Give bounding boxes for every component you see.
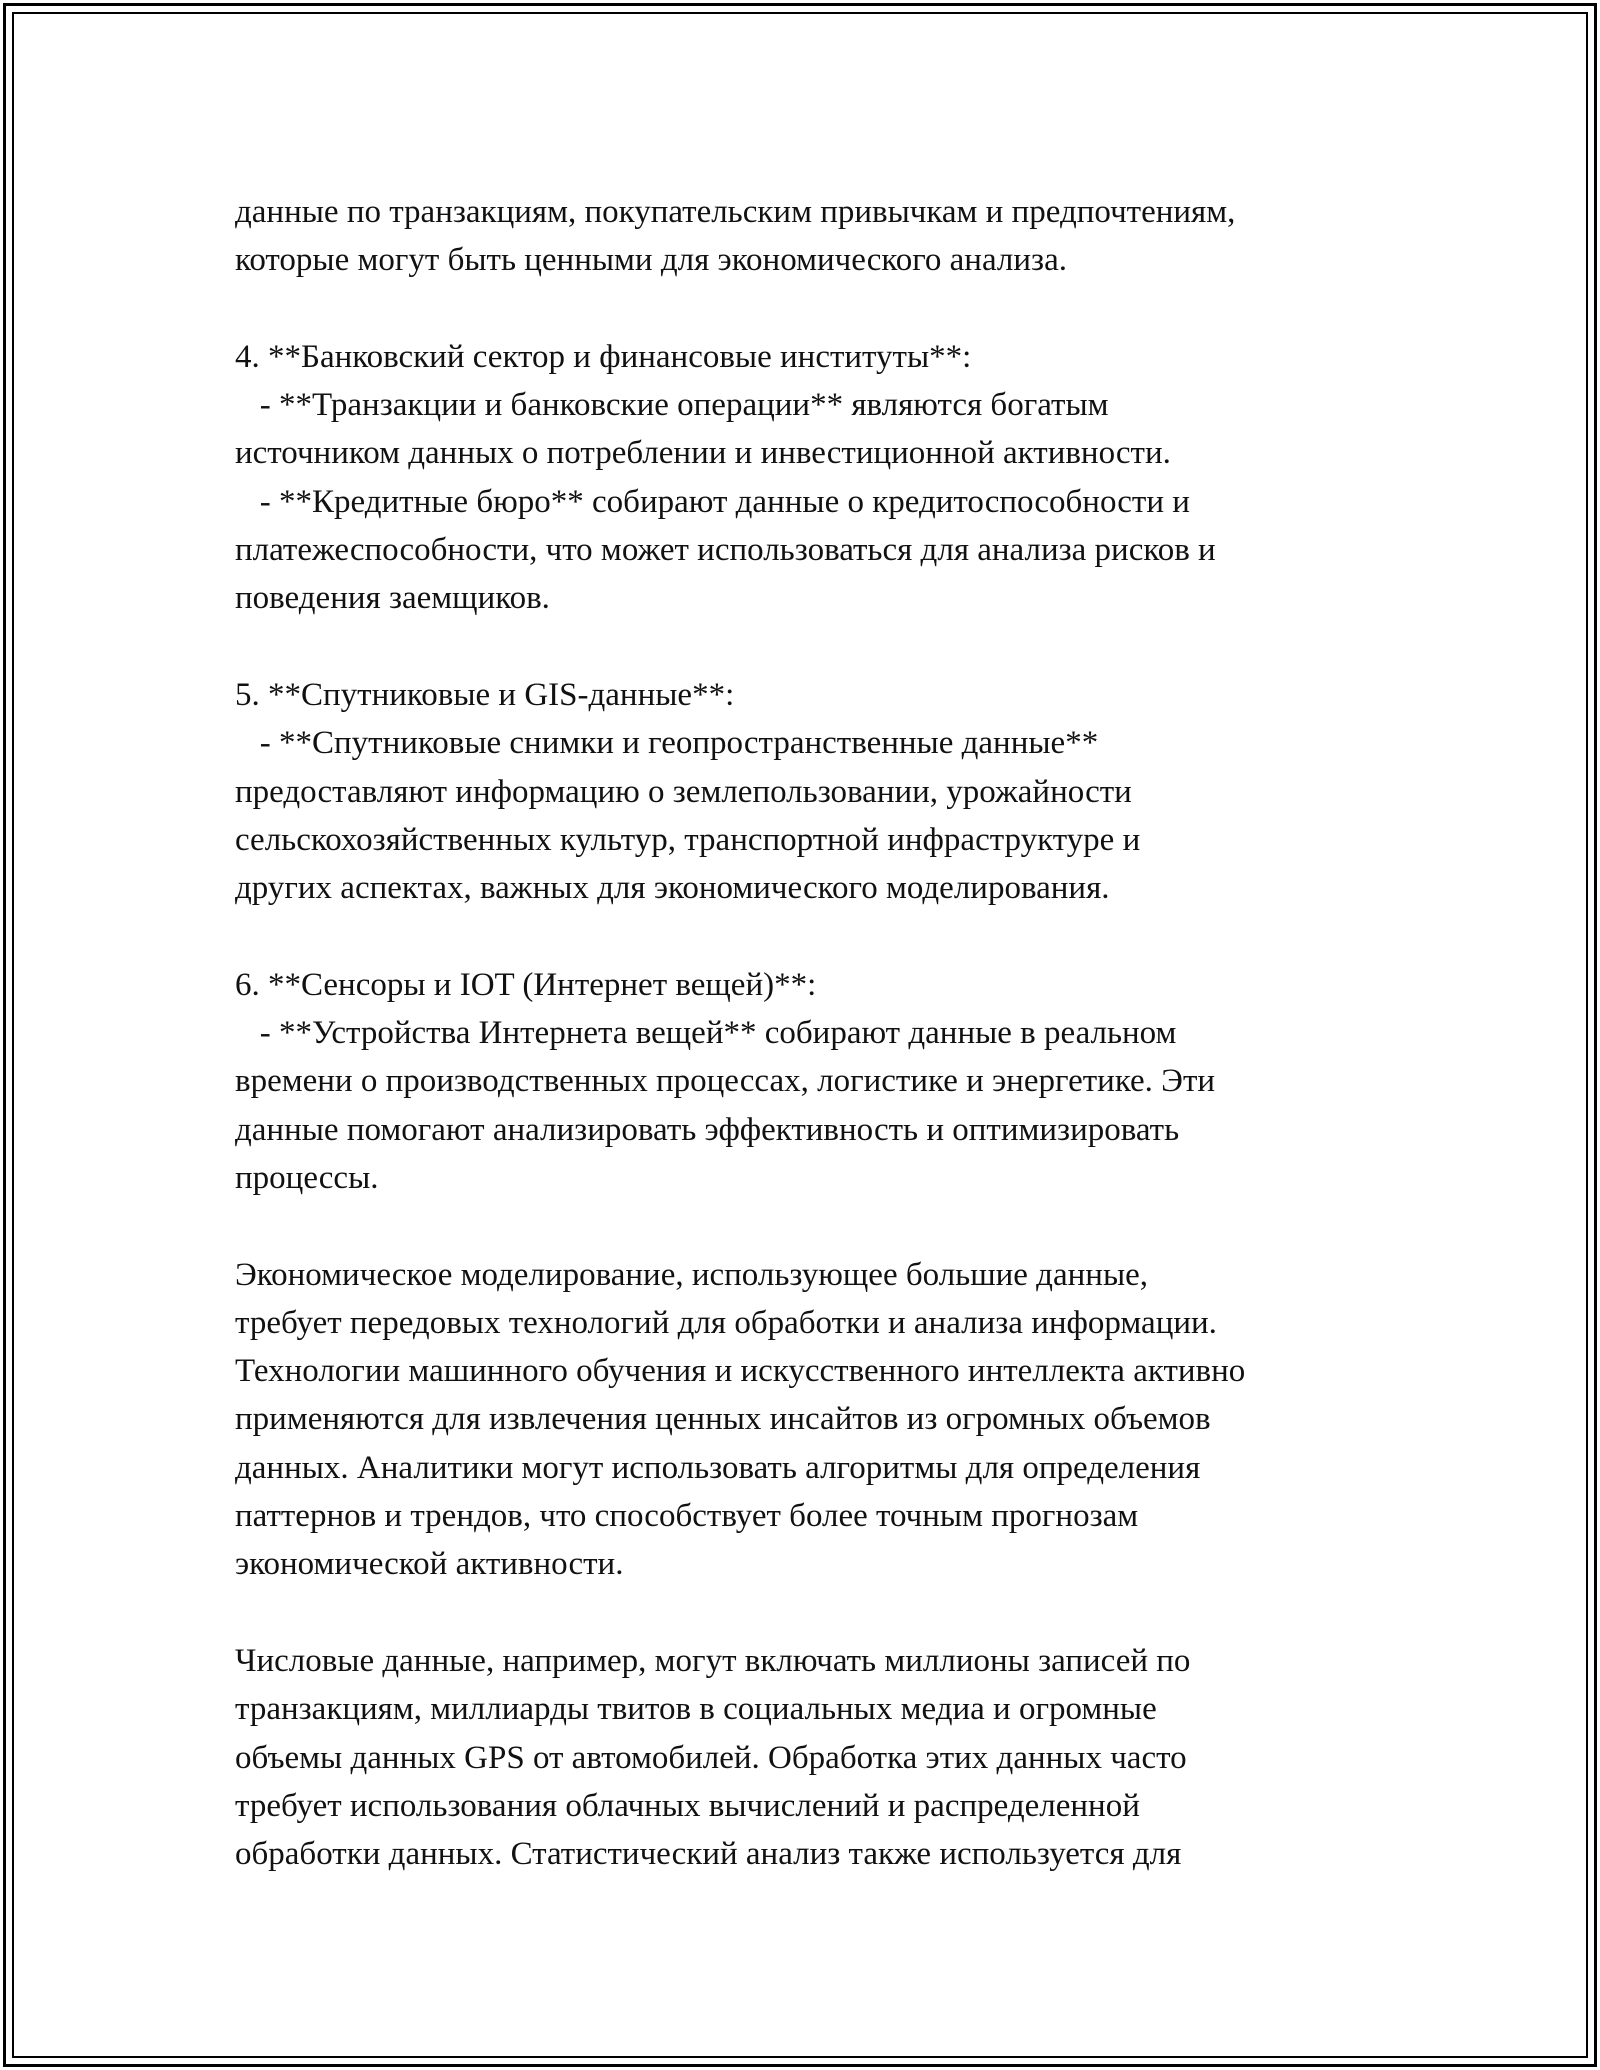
paragraph-gap bbox=[235, 285, 1435, 333]
paragraph-gap bbox=[235, 1202, 1435, 1250]
text-line: 6. **Сенсоры и IOT (Интернет вещей)**: bbox=[235, 966, 817, 1003]
text-line: сельскохозяйственных культур, транспортной инфраструктуре и bbox=[235, 821, 1141, 858]
text-line: требует использования облачных вычислений и распределенной bbox=[235, 1787, 1140, 1824]
text-line: 5. **Спутниковые и GIS-данные**: bbox=[235, 676, 735, 713]
paragraph-gap bbox=[235, 1589, 1435, 1637]
paragraph-gap bbox=[235, 912, 1435, 960]
text-line: - **Кредитные бюро** собирают данные о кредитоспособности и bbox=[235, 483, 1190, 520]
text-line: 4. **Банковский сектор и финансовые институты**: bbox=[235, 338, 972, 375]
text-line: времени о производственных процессах, логистике и энергетике. Эти bbox=[235, 1063, 1216, 1100]
text-line: - **Спутниковые снимки и геопространственные данные** bbox=[235, 725, 1099, 762]
text-line: - **Транзакции и банковские операции** являются богатым bbox=[235, 387, 1109, 424]
text-line: процессы. bbox=[235, 1159, 379, 1196]
text-line: предоставляют информацию о землепользовании, урожайности bbox=[235, 773, 1132, 810]
text-line: других аспектах, важных для экономического моделирования. bbox=[235, 870, 1110, 907]
text-line: паттернов и трендов, что способствует более точным прогнозам bbox=[235, 1498, 1139, 1535]
paragraph-gap bbox=[235, 623, 1435, 671]
text-line: обработки данных. Статистический анализ также используется для bbox=[235, 1836, 1182, 1873]
text-line: источником данных о потреблении и инвестиционной активности. bbox=[235, 435, 1171, 472]
text-line: поведения заемщиков. bbox=[235, 580, 550, 617]
text-line: данные помогают анализировать эффективность и оптимизировать bbox=[235, 1111, 1180, 1148]
text-line: платежеспособности, что может использоваться для анализа рисков и bbox=[235, 532, 1216, 569]
text-line: экономической активности. bbox=[235, 1546, 624, 1583]
text-line: данные по транзакциям, покупательским привычкам и предпочтениям, bbox=[235, 194, 1236, 230]
text-line: которые могут быть ценными для экономического анализа. bbox=[235, 242, 1067, 279]
document-body bbox=[235, 188, 1435, 1878]
text-line: объемы данных GPS от автомобилей. Обработка этих данных часто bbox=[235, 1739, 1187, 1776]
text-line: требует передовых технологий для обработки и анализа информации. bbox=[235, 1304, 1217, 1341]
text-line: - **Устройства Интернета вещей** собирают данные в реальном bbox=[235, 1015, 1177, 1052]
text-line: применяются для извлечения ценных инсайтов из огромных объемов bbox=[235, 1401, 1211, 1438]
text-line: Технологии машинного обучения и искусственного интеллекта активно bbox=[235, 1353, 1246, 1390]
text-line: Экономическое моделирование, использующее большие данные, bbox=[235, 1256, 1149, 1293]
text-line: Числовые данные, например, могут включать миллионы записей по bbox=[235, 1642, 1191, 1679]
text-line: данных. Аналитики могут использовать алгоритмы для определения bbox=[235, 1449, 1201, 1486]
text-line: транзакциям, миллиарды твитов в социальных медиа и огромные bbox=[235, 1691, 1157, 1728]
